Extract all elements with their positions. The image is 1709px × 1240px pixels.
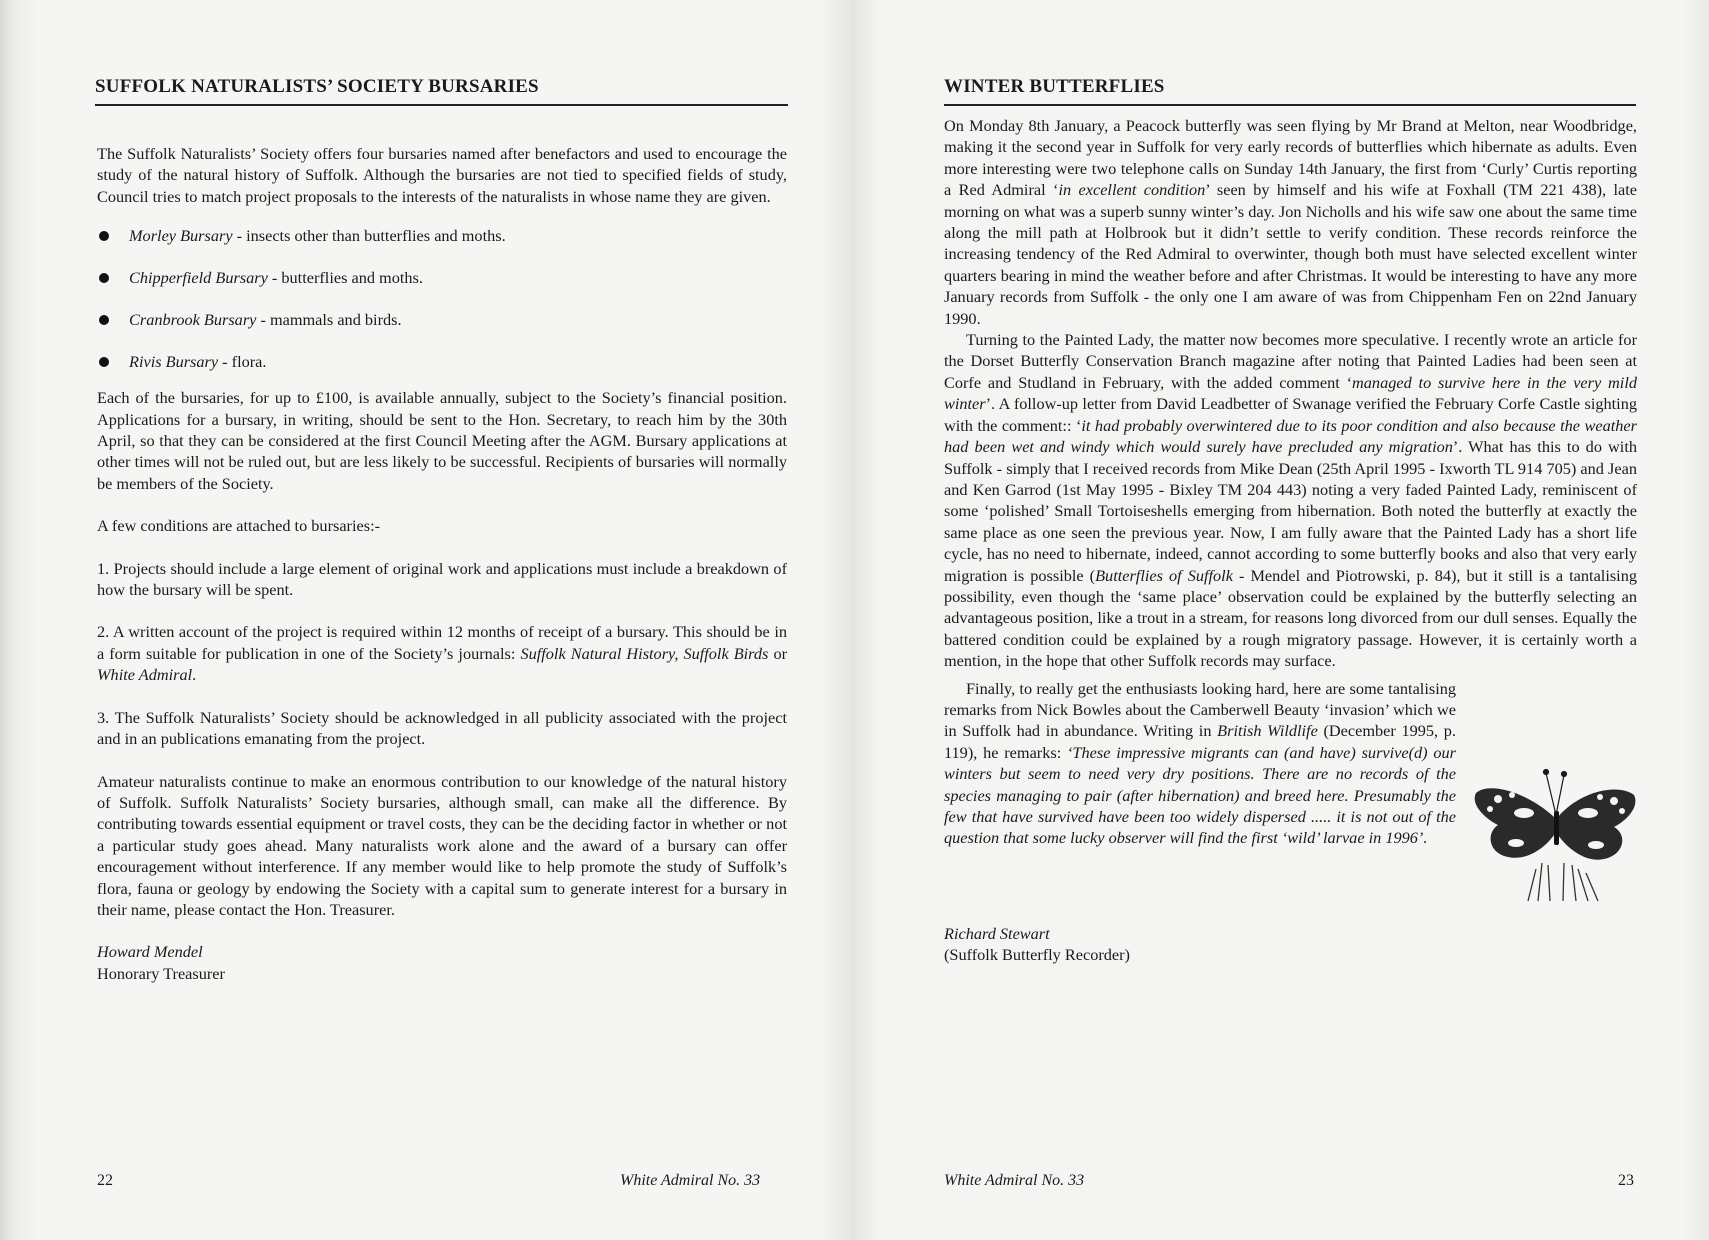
page-number: 23 [1618,1172,1634,1189]
bursary-name: Cranbrook Bursary [129,310,257,330]
butterfly-icon [1468,753,1643,903]
page-heading: SUFFOLK NATURALISTS’ SOCIETY BURSARIES [95,76,788,106]
left-page [0,0,852,1240]
text: Finally, to really get the enthusiasts looking hard, here are some tantalising remarks from Nick Bowles about the Camberwell Beauty ‘invasion’ which we in Suffolk had in abundance. Writing in [944,678,1456,741]
footer-title: White Admiral No. 33 [620,1172,761,1189]
signature-title: Honorary Treasurer [97,963,225,983]
list-item [97,267,787,309]
bursary-name: Chipperfield Bursary [129,268,268,288]
list-item [97,351,787,387]
availability-paragraph: Each of the bursaries, for up to £100, is available annually, subject to the Society’s financial position. Applications for a bursary, in writing, should be sent to the Hon. Secretary, to reach him by the 30th April, so that they can be considered at the first Council Meeting after the AGM. Bursary applications at other times will not be ruled out, but are less likely to be successful. Recipients of bursaries will normally be members of the Society. [97,388,787,493]
quote: ‘These impressive migrants can (and have) survive(d) our winters but seem to need very dry positions. There are no records of the species managing to pair (after hibernation) and breed here. Presumably the few that have survived have been too widely dispersed ..... it is not out of the question that some lucky observer will find the first ‘wild’ larvae in 1996’. [944,742,1456,848]
bullet-icon [99,357,109,367]
book-title: Butterflies of Suffolk [1095,565,1233,585]
condition-2-text: 2. A written account of the project is required within 12 months of receipt of a bursary. This should be in a form suitable for publication in one of the Society’s journals: [97,622,787,663]
condition-3: 3. The Suffolk Naturalists’ Society should be acknowledged in all publicity associated with the project and in an publications emanating from the project. [97,707,787,749]
bursary-desc: - mammals and birds. [256,310,402,330]
journal-names: Suffolk Natural History, Suffolk Birds [520,643,769,663]
running-footer [620,1172,760,1190]
author-name: Richard Stewart [944,923,1050,943]
paragraph-3-wrap [944,678,1637,849]
bursary-name: Morley Bursary [129,226,233,246]
bursary-desc: - insects other than butterflies and moths. [232,226,506,246]
bursary-list [97,225,787,387]
signature-name [944,923,1637,944]
condition-2 [97,621,787,685]
quote: it had probably overwintered due to its poor condition and also because the weather had been wet and windy which would surely have precluded any migration [944,415,1637,457]
bullet-icon [99,315,109,325]
journal-name: White Admiral [97,665,193,685]
running-footer [944,1172,1084,1190]
author-name: Howard Mendel [97,942,203,962]
period: . [192,665,197,685]
bullet-icon [99,231,109,241]
bursary-name: Rivis Bursary [129,352,219,372]
text: On Monday 8th January, a Peacock butterfly was seen flying by Mr Brand at Melton, near Woodbridge, making it the second year in Suffolk for very early records of butterflies which hibernate as adults. Even more interesting were two telephone calls on Sunday 14th January, the first from ‘Curly’ Curtis reporting a Red Admiral ‘ [944,116,1637,200]
text: ’. A follow-up letter from David Leadbetter of Swanage verified the February Corfe Castle sighting with the comment:: ‘ [944,394,1637,435]
right-page [852,0,1709,1240]
conjunction: or [768,643,788,663]
intro-paragraph: The Suffolk Naturalists’ Society offers four bursaries named after benefactors and used to encourage the study of the natural history of Suffolk. Although the bursaries are not tied to specified fields of study, Council tries to match project proposals to the interests of the naturalists in whose name they are given. [97,144,787,206]
text: Turning to the Painted Lady, the matter now becomes more speculative. I recently wrote an article for the Dorset Butterfly Conservation Branch magazine after noting that Painted Ladies had been seen at Corfe and Studland in February, with the added comment ‘ [944,330,1637,392]
text: ’. What has this to do with Suffolk - simply that I received records from Mike Dean (25th April 1995 - Ixworth TL 914 705) and Jean and Ken Garrod (1st May 1995 - Bixley TM 204 443) noting a very faded Painted Lady, reminiscent of some ‘polished’ Small Tortoiseshells emerging from hibernation. Both noted the butterfly at exactly the same place as one seen the previous year. Now, I am fully aware that the Painted Lady has a short life cycle, has no need to hibernate, indeed, cannot according to some butterfly books and also that very early migration is possible ( [944,437,1637,585]
signature-title: (Suffolk Butterfly Recorder) [944,944,1130,964]
conditions-intro: A few conditions are attached to bursaries:- [97,516,381,536]
butterfly-illustration [1468,753,1643,903]
paragraph-1 [944,115,1637,329]
footer-title: White Admiral No. 33 [944,1172,1085,1189]
text: (December 1995, p. 119), he remarks: [944,721,1456,762]
page-heading: WINTER BUTTERFLIES [944,76,1636,106]
quote: managed to survive here in the very mild winter [944,372,1637,414]
page-number: 22 [97,1172,113,1189]
left-body [97,143,787,984]
bursary-desc: - butterflies and moths. [267,268,423,288]
text: - Mendel and Piotrowski, p. 84), but it still is a tantalising possibility, even though the ‘same place’ observation could be explained by the butterfly selecting an advantageous position, like a trout in a stream, for reasons long divorced from our dull senses. Equally the battered condition could be explained by a rough migratory passage. However, it is certainly worth a mention, in the hope that other Suffolk records may surface. [944,565,1637,671]
right-body [944,115,1637,965]
paragraph-2 [944,329,1637,672]
signature-name [97,941,787,962]
list-item [97,225,787,267]
bursary-desc: - flora. [218,352,267,372]
closing-paragraph: Amateur naturalists continue to make an enormous contribution to our knowledge of the natural history of Suffolk. Suffolk Naturalists’ Society bursaries, although small, can make all the difference. By contributing towards essential equipment or travel costs, they can be the deciding factor in whether or not a particular study goes ahead. Many naturalists work alone and the award of a bursary can offer encouragement without interference. If any member would like to help promote the study of Suffolk’s flora, fauna or geology by endowing the Society with a capital sum to generate interest for a bursary in their name, please contact the Hon. Treasurer. [97,771,787,919]
bullet-icon [99,273,109,283]
list-item [97,309,787,351]
text: ’ seen by himself and his wife at Foxhall (TM 221 438), late morning on what was a superb sunny winter’s day. Jon Nicholls and his wife saw one about the same time along the mill path at Holbrook but it didn’t settle to verify condition. These records reinforce the increasing tendency of the Red Admiral to overwinter, though both must have selected excellent winter quarters bearing in mind the weather before and after Christmas. It would be interesting to have any more January records from Suffolk - the only one I am aware of was from Chippenham Fen on 22nd January 1990. [944,180,1637,328]
magazine-title: British Wildlife [1217,721,1318,741]
condition-1: 1. Projects should include a large element of original work and applications must include a breakdown of how the bursary will be spent. [97,558,787,600]
quote: in excellent condition [1058,180,1206,200]
